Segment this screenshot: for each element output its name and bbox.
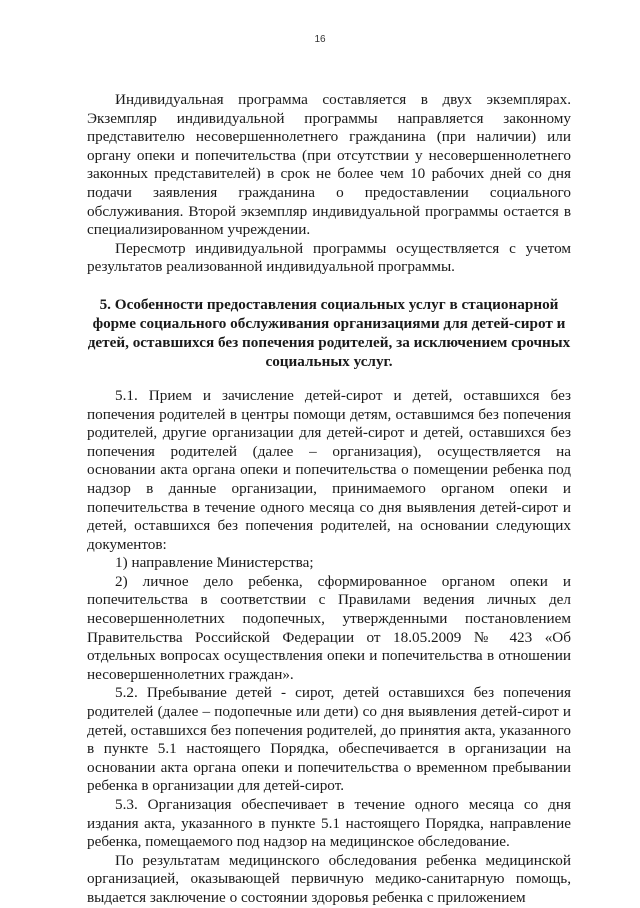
document-body [87,91,571,908]
paragraph-copies: Индивидуальная программа составляется в двух экземплярах. Экземпляр индивидуальной программы направляется законному представителю несовершеннолетнего гражданина (при наличии) или органу опеки и попечительства (при отсутствии у несовершеннолетнего законных представителей) в срок не более чем 10 рабочих дней со дня подачи заявления гражданина о предоставлении социального обслуживания. Второй экземпляр индивидуальной программы остается в специализированном учреждении. [87,91,571,239]
paragraph-5-1: 5.1. Прием и зачисление детей-сирот и детей, оставшихся без попечения родителей в центры помощи детям, оставшимся без попечения родителей, другие организации для детей-сирот и детей, оставшихся без попечения родителей (далее – организация), осуществляется на основании акта органа опеки и попечительства о помещении ребенка под надзор в данные организации, принимаемого органом опеки и попечительства в течение одного месяца со дня выявления детей-сирот и детей, оставшихся без попечения родителей, на основании следующих документов: [87,386,571,553]
paragraph-5-2: 5.2. Пребывание детей - сирот, детей оставшихся без попечения родителей (далее – подопечные или дети) со дня выявления детей-сирот и детей, оставшихся без попечения родителей, до принятия акта, указанного в пункте 5.1 настоящего Порядка, обеспечивается в организации на основании акта органа опеки и попечительства о временном пребывании ребенка в организации для детей-сирот. [87,684,571,795]
list-item-1: 1) направление Министерства; [115,554,314,572]
paragraph-review: Пересмотр индивидуальной программы осуществляется с учетом результатов реализованной индивидуальной программы. [87,239,571,276]
section-gap [87,371,571,387]
paragraph-5-3: 5.3. Организация обеспечивает в течение одного месяца со дня издания акта, указанного в пункте 5.1 настоящего Порядка, направление ребенка, помещаемого под надзор на медицинское обследование. [87,796,571,851]
page-number: 16 [314,34,326,45]
list-item-2: 2) личное дело ребенка, сформированное органом опеки и попечительства в соответствии с Правилами ведения личных дел несовершеннолетних подопечных, утвержденными постановлением Правительства Российской Федерации от 18.05.2009 № 423 «Об отдельных вопросах осуществления опеки и попечительства в отношении несовершеннолетних граждан». [87,572,571,683]
paragraph-medical-results: По результатам медицинского обследования ребенка медицинской организацией, оказывающей первичную медико-санитарную помощь, выдается заключение о состоянии здоровья ребенка с приложением [87,851,571,906]
section-title: 5. Особенности предоставления социальных услуг в стационарной форме социального обслуживания организациями для детей-сирот и детей, оставшихся без попечения родителей, за исключением срочных социальных услуг. [87,295,571,370]
